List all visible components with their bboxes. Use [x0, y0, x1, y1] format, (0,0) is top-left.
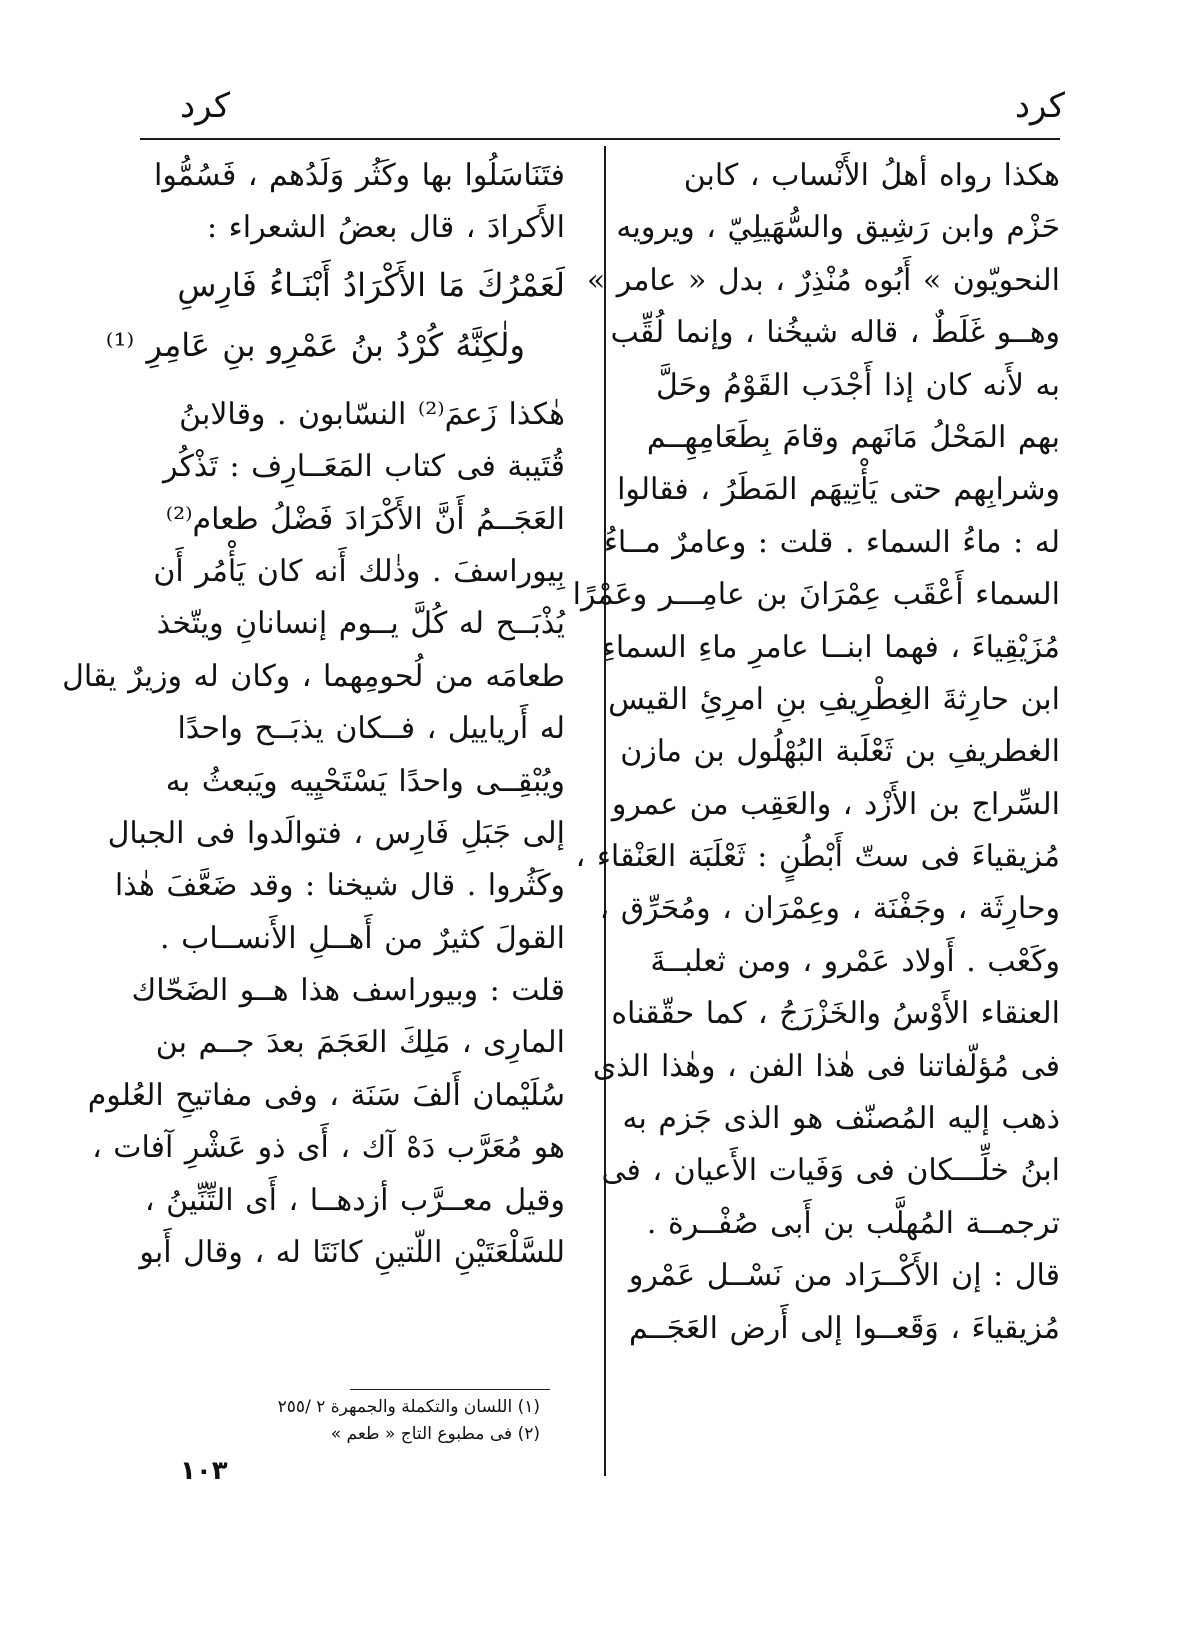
text-line: وهــو غَلَطٌ ، قاله شيخُنا ، وإنما لُقِّب — [610, 315, 1060, 351]
footnote-2: (٢) فى مطبوع التاج « طعم » — [330, 1424, 540, 1444]
text-line: مُزَيْقِياءَ ، فهما ابنــا عامرِ ماءِ السماءِ — [601, 629, 1060, 665]
text-line: فتَنَاسَلُوا بها وكَثُر وَلَدُهم ، فَسُمُّوا — [154, 158, 565, 193]
text-line: ويُبْقِــى واحدًا يَسْتَحْيِيه ويَبعثُ به — [165, 763, 565, 799]
text-line: وكَثُروا . قال شيخنا : وقد ضَعَّفَ هٰذا — [114, 868, 565, 904]
verse-line-1: لَعَمْرُكَ مَا الأَكْرَادُ أَبْنَـاءُ فَارِسِ — [177, 265, 565, 304]
left-column — [62, 150, 565, 1279]
text-line: إلى جَبَلِ فَارِس ، فتوالَدوا فى الجبال — [107, 815, 565, 851]
text-line: ابنُ خلِّـــكان فى وَفَيات الأَعيان ، فى — [601, 1153, 1060, 1189]
text-line: هكذا رواه أهلُ الأَنْساب ، كابن — [683, 158, 1060, 193]
text-line: طعامَه من لُحومِهما ، وكان له وزيرٌ يقال — [62, 658, 565, 694]
text-line: يُذْبَــح له كُلَّ يــوم إنسانانِ ويتّخذ — [156, 606, 565, 642]
text-line: ترجمــة المُهلَّب بن أَبى صُفْــرة . — [646, 1205, 1060, 1241]
text-line: مُزيقياءَ فى ستّ أَبْطُنٍ : ثَعْلَبَة العَنْقاء ، — [575, 839, 1060, 875]
text-line: بِيوراسفَ . وذٰلك أَنه كان يَأْمُر أَن — [153, 553, 565, 589]
text-line: مُزيقياءَ ، وَقَعــوا إلى أَرض العَجَــم — [629, 1310, 1060, 1346]
text-line: وقيل معــرَّب أزدهــا ، أَى التِّنِّينُ ، — [144, 1182, 565, 1218]
text-line: قلت : وبيوراسف هذا هــو الضَحّاك — [131, 973, 565, 1009]
text-line: وشرابِهم حتى يَأْتِيهَم المَطَرُ ، فقالوا — [617, 472, 1060, 508]
footnotes — [120, 1394, 540, 1448]
running-head-left: كرد — [180, 86, 231, 126]
text-line: قال : إن الأَكْــرَاد من نَسْــل عَمْرو — [628, 1258, 1060, 1294]
text-line: فى مُؤلّفاتنا فى هٰذا الفن ، وهٰذا الذى — [592, 1048, 1060, 1084]
text-line: سُلَيْمان أَلفَ سَنَة ، وفى مفاتيحِ العُلوم — [87, 1077, 565, 1113]
spacer — [140, 375, 565, 389]
text-line: العنقاء الأَوْسُ والخَزْرَجُ ، كما حقّقناه — [611, 996, 1060, 1032]
text-line: به لأَنه كان إذا أَجْدَب القَوْمُ وحَلَّ — [655, 367, 1060, 403]
text-line: هٰكذا زَعمَ⁽²⁾ النسّابون . وقالابنُ — [179, 396, 565, 432]
text-line: ذهب إليه المُصنّف هو الذى جَزم به — [622, 1101, 1060, 1137]
text-line: المارِى ، مَلِكَ العَجَمَ بعدَ جــم بن — [155, 1025, 565, 1061]
text-line: الأَكرادَ ، قال بعضُ الشعراء : — [206, 210, 565, 246]
text-line: الغطريفِ بن ثَعْلَبة البُهْلُول بن مازن — [620, 734, 1060, 770]
text-line: هو مُعَرَّب دَهْ آك ، أَى ذو عَشْرِ آفات ، — [92, 1130, 565, 1166]
text-line: للسَّلْعَتَيْنِ اللّتينِ كانَتَا له ، وقال أَبو — [139, 1235, 565, 1271]
text-line: ابن حارِثةَ الغِطْرِيفِ بنِ امرِئِ القيس — [608, 681, 1060, 717]
text-line: القولَ كثيرٌ من أَهــلِ الأَنســاب . — [160, 920, 565, 956]
text-line: العَجَــمُ أَنَّ الأَكْرَادَ فَضْلُ طعام⁽²⁾ — [165, 501, 565, 537]
text-line: له : ماءُ السماء . قلت : وعامرٌ مــاءُ — [603, 524, 1060, 560]
verse-line-2: ولٰكِنَّهُ كُرْدُ بنُ عَمْرِو بنِ عَامِرِ ⁽¹⁾ — [105, 325, 525, 364]
text-line: له أَرياييل ، فــكان يذبَــح واحدًا — [177, 711, 565, 747]
header-rule — [140, 138, 1060, 140]
text-line: السِّراج بن الأَزْد ، والعَقِب من عمرو — [611, 786, 1060, 822]
text-line: النحويّون » أَبُوه مُنْذِرٌ ، بدل « عامر » — [586, 262, 1060, 298]
running-head-right: كرد — [1014, 86, 1065, 126]
footnote-1: (١) اللسان والتكملة والجمهرة ٢ /٢٥٥ — [277, 1397, 540, 1417]
text-line: قُتَيبة فى كتاب المَعَــارِف : تَذْكُر — [163, 449, 565, 485]
text-line: حَزْم وابن رَشِيق والسُّهَيلِيّ ، ويرويه — [616, 210, 1060, 246]
right-column — [572, 150, 1060, 1355]
text-line: وكَعْب . أَولاد عَمْرو ، ومن ثعلبــةَ — [650, 943, 1060, 979]
column-divider — [604, 146, 606, 1476]
text-line: السماء أَعْقَب عِمْرَانَ بن عامِـــر وعَمْرًا — [572, 577, 1060, 613]
text-line: وحارِثَة ، وجَفْنَة ، وعِمْرَان ، ومُحَرِّق ، — [599, 891, 1060, 927]
text-line: بهم المَحْلُ مَانَهم وقامَ بِطَعَامِهِــم — [646, 419, 1060, 455]
page-number: ١٠٣ — [180, 1456, 228, 1486]
footnote-rule — [350, 1389, 550, 1390]
